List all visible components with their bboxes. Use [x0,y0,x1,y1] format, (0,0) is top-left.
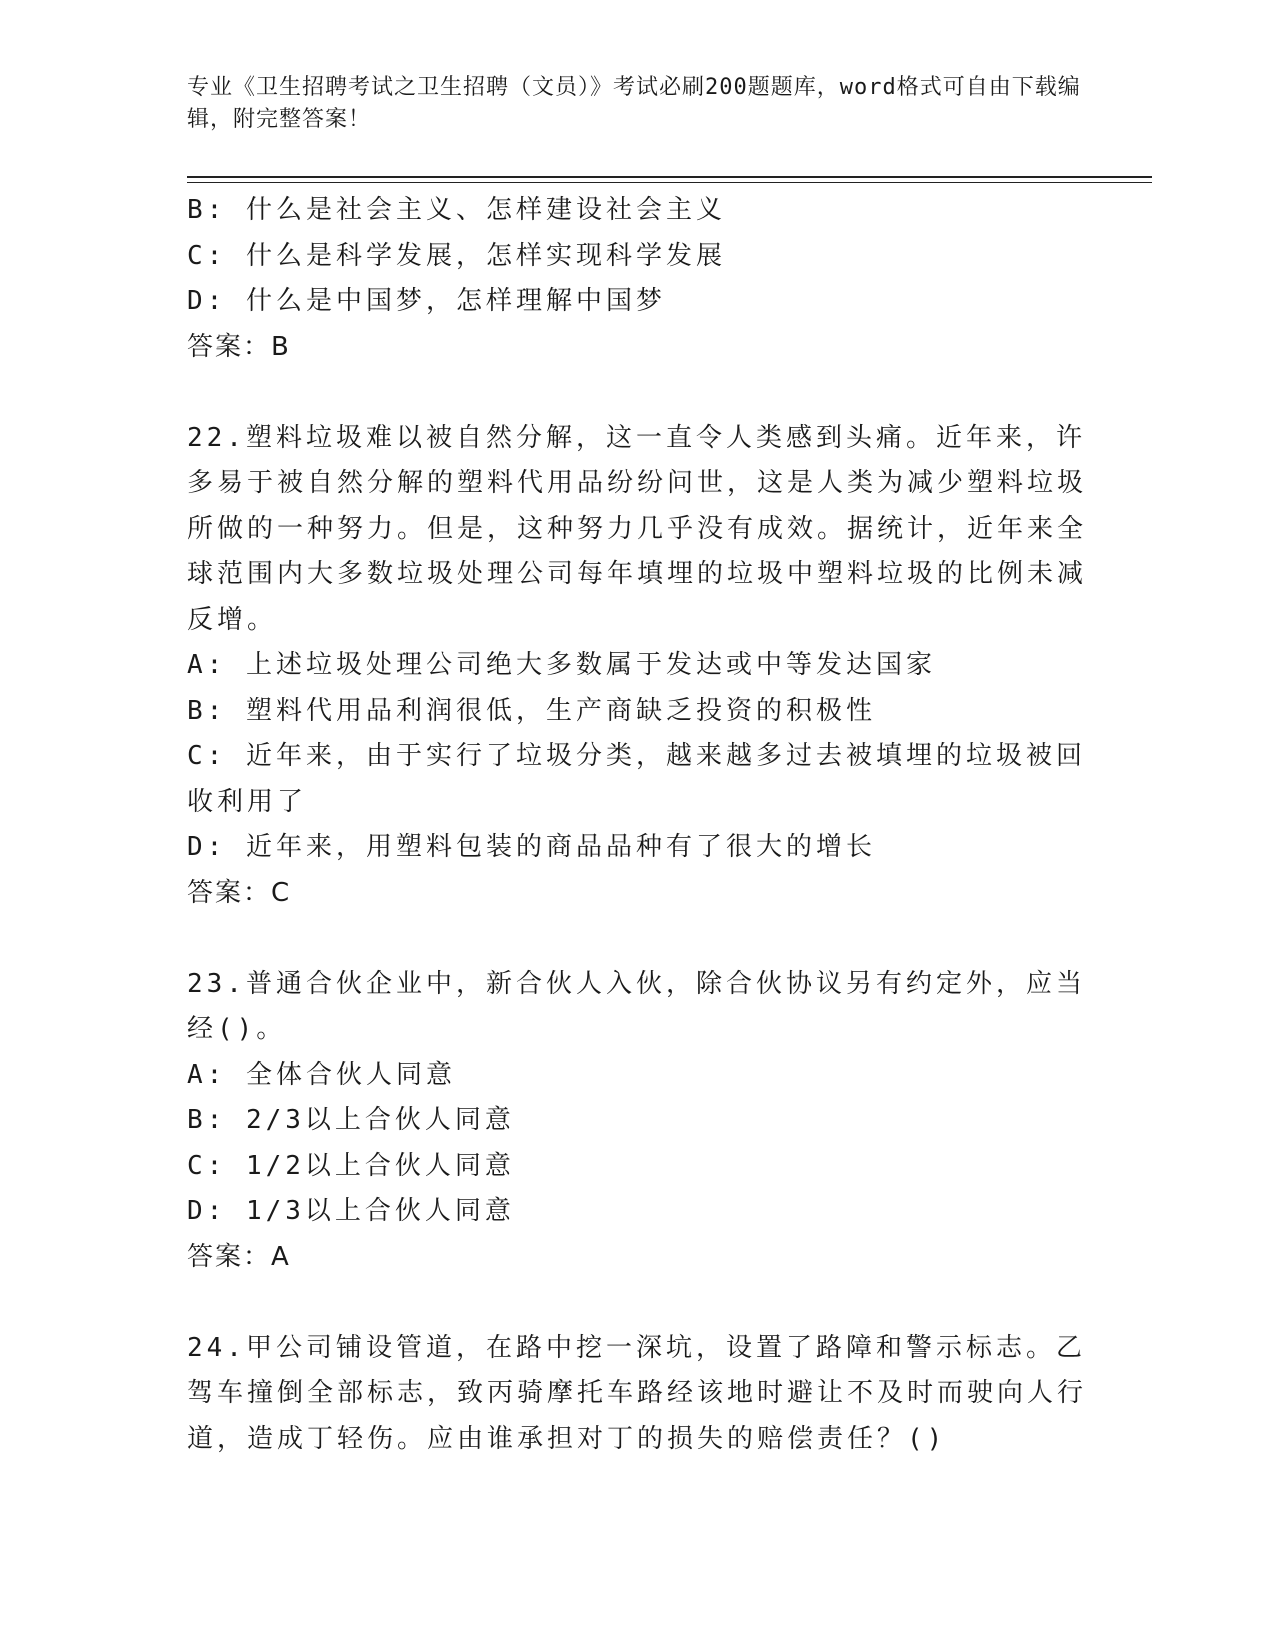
q22-question: 22.塑料垃圾难以被自然分解，这一直令人类感到头痛。近年来，许多易于被自然分解的塑料代用品纷纷问世，这是人类为减少塑料垃圾所做的一种努力。但是，这种努力几乎没有成效。据统计，近年来全球范围内大多数垃圾处理公司每年填埋的垃圾中塑料垃圾的比例未减反增。 [187,422,1088,635]
question-21-block [187,188,1087,370]
q23-answer: 答案：A [187,1241,291,1272]
q23-option-c: C: 1/2以上合伙人同意 [187,1150,515,1181]
q22-option-b: B: 塑料代用品利润很低，生产商缺乏投资的积极性 [187,695,876,726]
q23-option-d: D: 1/3以上合伙人同意 [187,1196,515,1226]
q21-option-b: B: 什么是社会主义、怎样建设社会主义 [187,195,726,225]
spacer [187,1280,1087,1326]
q24-question: 24.甲公司铺设管道，在路中挖一深坑，设置了路障和警示标志。乙驾车撞倒全部标志，致丙骑摩托车路经该地时避让不及时而驶向人行道，造成丁轻伤。应由谁承担对丁的损失的赔偿责任？() [187,1332,1088,1454]
q22-option-c: C: 近年来，由于实行了垃圾分类，越来越多过去被填埋的垃圾被回收利用了 [187,741,1086,817]
q23-question: 23.普通合伙企业中，新合伙人入伙，除合伙协议另有约定外，应当经()。 [187,968,1086,1044]
q21-option-c: C: 什么是科学发展，怎样实现科学发展 [187,240,726,271]
q21-answer: 答案：B [187,331,291,362]
questions-content [187,188,1087,1462]
q23-option-a: A: 全体合伙人同意 [187,1059,456,1090]
q21-option-d: D: 什么是中国梦，怎样理解中国梦 [187,286,666,316]
q22-answer: 答案：C [187,877,292,908]
header-divider-thick [187,176,1152,178]
document-header: 专业《卫生招聘考试之卫生招聘（文员）》考试必刷200题题库，word格式可自由下载编辑，附完整答案！ [187,75,1081,132]
spacer [187,370,1087,416]
spacer [187,916,1087,962]
question-24-block [187,1326,1087,1463]
question-22-block [187,416,1087,917]
q22-option-a: A: 上述垃圾处理公司绝大多数属于发达或中等发达国家 [187,650,936,680]
q23-option-b: B: 2/3以上合伙人同意 [187,1105,515,1135]
header-divider-thin [187,182,1152,183]
question-23-block [187,962,1087,1281]
q22-option-d: D: 近年来，用塑料包装的商品品种有了很大的增长 [187,832,876,862]
